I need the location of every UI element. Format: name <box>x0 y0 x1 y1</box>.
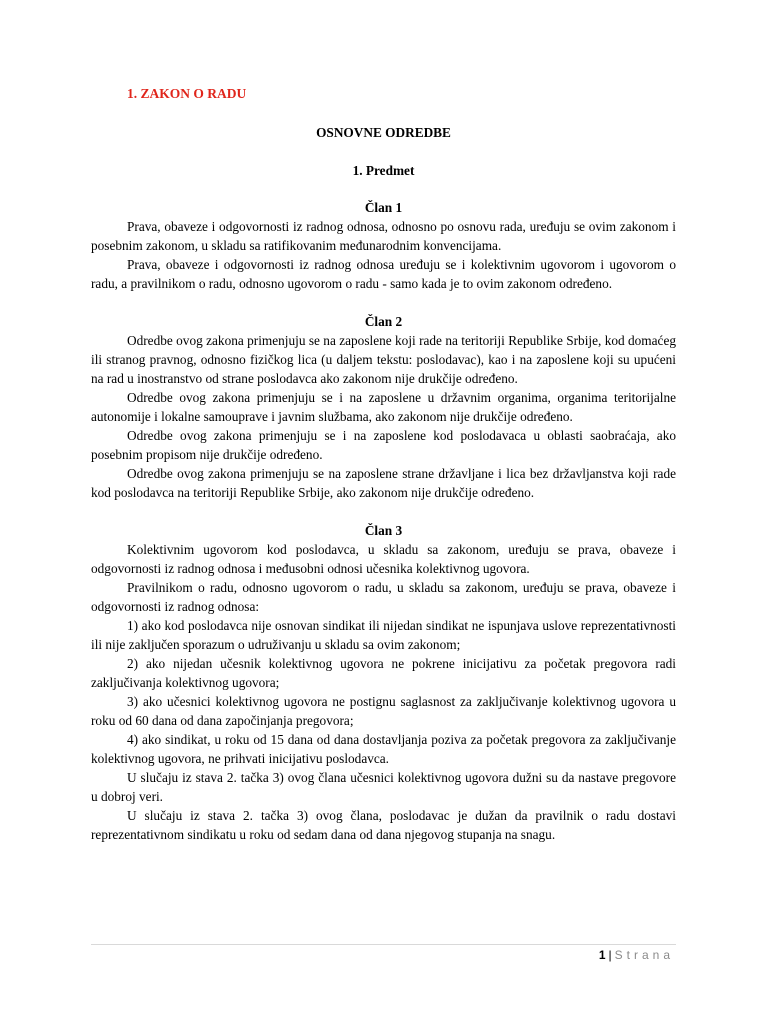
paragraph: Pravilnikom o radu, odnosno ugovorom o radu, u skladu sa zakonom, uređuju se prava, obaveze i odgovornosti iz radnog odnosa: <box>91 580 676 614</box>
list-item: 3) ako učesnici kolektivnog ugovora ne postignu saglasnost za zaključivanje kolektivnog ugovora u roku od 60 dana od dana započinjanja pregovora; <box>91 694 676 728</box>
paragraph: U slučaju iz stava 2. tačka 3) ovog člana učesnici kolektivnog ugovora dužni su da nastave pregovore u dobroj veri. <box>91 770 676 804</box>
list-item: 1) ako kod poslodavca nije osnovan sindikat ili nijedan sindikat ne ispunjava uslove reprezentativnosti ili nije zaključen sporazum o udruživanju u skladu sa ovim zakonom; <box>91 618 676 652</box>
page-label: Strana <box>614 948 674 962</box>
page-footer <box>599 947 674 963</box>
clan-heading: Član 1 <box>364 200 403 215</box>
clan-heading: Član 3 <box>364 523 403 538</box>
document-title: 1. ZAKON O RADU <box>127 86 247 101</box>
section-heading: OSNOVNE ODREDBE <box>316 125 451 140</box>
clan-3 <box>91 521 676 844</box>
page-number: 1 <box>598 948 606 962</box>
paragraph: Odredbe ovog zakona primenjuju se i na zaposlene kod poslodavaca u oblasti saobraćaja, ako posebnim propisom nije drukčije određeno. <box>91 428 676 462</box>
clan-1 <box>91 198 676 293</box>
footer-separator: | <box>608 948 612 962</box>
list-item: 4) ako sindikat, u roku od 15 dana od dana dostavljanja poziva za početak pregovora za zaključivanje kolektivnog ugovora, ne prihvati inicijativu poslodavca. <box>91 732 676 766</box>
paragraph: Odredbe ovog zakona primenjuju se na zaposlene strane državljane i lica bez državljanstva koji rade kod poslodavca na teritoriji Republike Srbije, ako zakonom nije drukčije određeno. <box>91 466 676 500</box>
paragraph: U slučaju iz stava 2. tačka 3) ovog člana, poslodavac je dužan da pravilnik o radu dostavi reprezentativnom sindikatu u roku od sedam dana od dana njegovog stupanja na snagu. <box>91 808 676 842</box>
paragraph: Prava, obaveze i odgovornosti iz radnog odnosa uređuju se i kolektivnim ugovorom i ugovorom o radu, a pravilnikom o radu, odnosno ugovorom o radu - samo kada je to ovim zakonom određeno. <box>91 257 676 291</box>
paragraph: Odredbe ovog zakona primenjuju se na zaposlene koji rade na teritoriji Republike Srbije, kod domaćeg ili stranog pravnog, odnosno fizičkog lica (u daljem tekstu: poslodavac), kao i na zaposlene koji su upućeni na rad u inostranstvo od strane poslodavca ako zakonom nije drukčije određeno. <box>91 333 676 386</box>
list-item: 2) ako nijedan učesnik kolektivnog ugovora ne pokrene inicijativu za početak pregovora radi zaključivanja kolektivnog ugovora; <box>91 656 676 690</box>
sub-heading: 1. Predmet <box>352 163 415 178</box>
clan-2 <box>91 312 676 502</box>
clan-heading: Član 2 <box>364 314 403 329</box>
document-body <box>91 84 676 863</box>
paragraph: Odredbe ovog zakona primenjuju se i na zaposlene u državnim organima, organima teritorijalne autonomije i lokalne samouprave i javnim službama, ako zakonom nije drukčije određeno. <box>91 390 676 424</box>
paragraph: Kolektivnim ugovorom kod poslodavca, u skladu sa zakonom, uređuju se prava, obaveze i odgovornosti iz radnog odnosa i međusobni odnosi učesnika kolektivnog ugovora. <box>91 542 676 576</box>
paragraph: Prava, obaveze i odgovornosti iz radnog odnosa, odnosno po osnovu rada, uređuju se ovim zakonom i posebnim zakonom, u skladu sa ratifikovanim međunarodnim konvencijama. <box>91 219 676 253</box>
footer-divider <box>91 944 676 945</box>
